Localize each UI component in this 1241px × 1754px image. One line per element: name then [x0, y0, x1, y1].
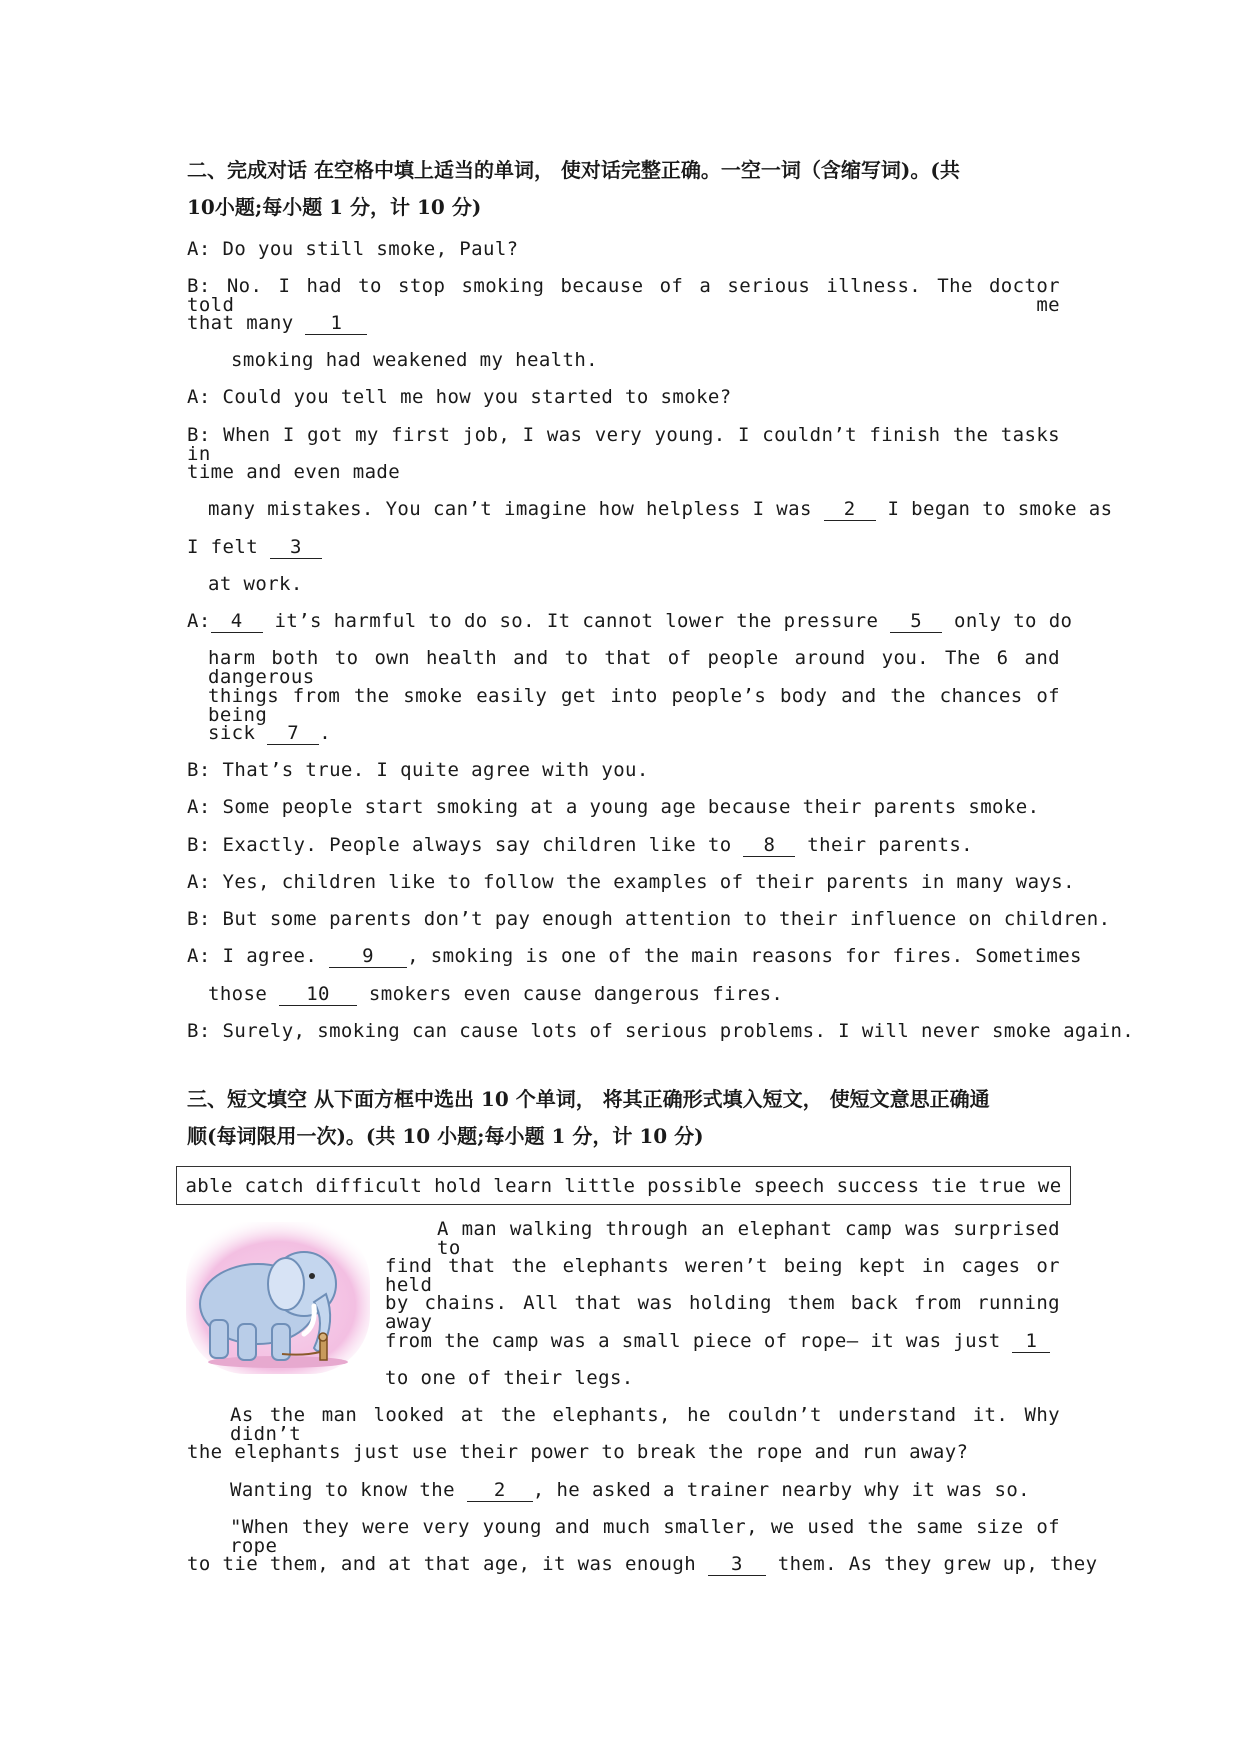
blank-3[interactable]: 3 — [270, 538, 322, 559]
passage-line: A man walking through an elephant camp was surprised to — [437, 1218, 1060, 1259]
passage-line: to tie them, and at that age, it was enough 3 them. As they grew up, they — [187, 1553, 1098, 1575]
dialogue-line: at work. — [208, 573, 303, 595]
dialogue-line: those 10 smokers even cause dangerous fires. — [208, 983, 784, 1005]
blank-5[interactable]: 5 — [890, 612, 942, 633]
section2-heading-cont: 10小题;每小题 1 分，计 10 分) — [187, 195, 482, 219]
dialogue-line: harm both to own health and to that of people around you. The 6 and dangerous — [208, 647, 1060, 688]
word-bank-box: able catch difficult hold learn little possible speech success tie true we — [176, 1166, 1071, 1205]
elephant-icon — [186, 1222, 370, 1374]
blank-9[interactable]: 9 — [329, 947, 407, 968]
dialogue-line: many mistakes. You can’t imagine how helpless I was 2 I began to smoke as — [208, 498, 1113, 520]
dialogue-line: B: Exactly. People always say children like to 8 their parents. — [187, 834, 974, 856]
dialogue-line: sick 7 . — [208, 722, 332, 744]
blank-8[interactable]: 8 — [743, 836, 795, 857]
passage-line: find that the elephants weren’t being kept in cages or held — [385, 1255, 1060, 1296]
section3-heading-cont: 顺(每词限用一次)。(共 10 小题;每小题 1 分，计 10 分) — [187, 1124, 704, 1148]
dialogue-line: A: Yes, children like to follow the examples of their parents in many ways. — [187, 871, 1075, 893]
passage-line: Wanting to know the 2 , he asked a trainer nearby why it was so. — [230, 1479, 1031, 1501]
passage-line: the elephants just use their power to break the rope and run away? — [187, 1441, 969, 1463]
passage-line: to one of their legs. — [385, 1367, 634, 1389]
passage-line: from the camp was a small piece of rope— it was just 1 — [385, 1332, 1050, 1353]
dialogue-line: A: I agree. 9 , smoking is one of the main reasons for fires. Sometimes — [187, 945, 1082, 967]
section2-heading: 二、完成对话 在空格中填上适当的单词， 使对话完整正确。一空一词（含缩写词)。(共 — [187, 158, 960, 182]
dialogue-line: time and even made — [187, 461, 401, 483]
dialogue-line: that many 1 — [187, 314, 367, 335]
dialogue-line: B: That’s true. I quite agree with you. — [187, 759, 649, 781]
passage-blank-2[interactable]: 2 — [467, 1481, 533, 1502]
dialogue-line: A: Could you tell me how you started to smoke? — [187, 386, 732, 408]
dialogue-line: B: Surely, smoking can cause lots of serious problems. I will never smoke again. — [187, 1020, 1135, 1042]
passage-line: "When they were very young and much smaller, we used the same size of rope — [230, 1516, 1060, 1557]
passage-line: As the man looked at the elephants, he couldn’t understand it. Why didn’t — [230, 1404, 1060, 1445]
blank-4[interactable]: 4 — [211, 612, 263, 633]
dialogue-line: A: 4 it’s harmful to do so. It cannot lower the pressure 5 only to do — [187, 610, 1073, 632]
dialogue-line: A: Some people start smoking at a young age because their parents smoke. — [187, 796, 1040, 818]
passage-blank-3[interactable]: 3 — [708, 1555, 766, 1576]
section3-heading: 三、短文填空 从下面方框中选出 10 个单词， 将其正确形式填入短文， 使短文意思正确通 — [187, 1087, 990, 1111]
blank-10[interactable]: 10 — [279, 985, 357, 1006]
dialogue-line: B: No. I had to stop smoking because of a serious illness. The doctor told me — [187, 275, 1060, 316]
blank-7[interactable]: 7 — [267, 724, 319, 745]
dialogue-line: I felt 3 — [187, 538, 322, 559]
passage-blank-1[interactable]: 1 — [1012, 1332, 1050, 1353]
dialogue-line: B: When I got my first job, I was very young. I couldn’t finish the tasks in — [187, 424, 1060, 465]
dialogue-line: A: Do you still smoke, Paul? — [187, 238, 519, 260]
passage-line: by chains. All that was holding them back from running away — [385, 1292, 1060, 1333]
dialogue-line: smoking had weakened my health. — [231, 349, 599, 371]
dialogue-line: things from the smoke easily get into people’s body and the chances of being — [208, 685, 1060, 726]
blank-2[interactable]: 2 — [824, 500, 876, 521]
blank-1[interactable]: 1 — [305, 314, 367, 335]
dialogue-line: B: But some parents don’t pay enough attention to their influence on children. — [187, 908, 1111, 930]
